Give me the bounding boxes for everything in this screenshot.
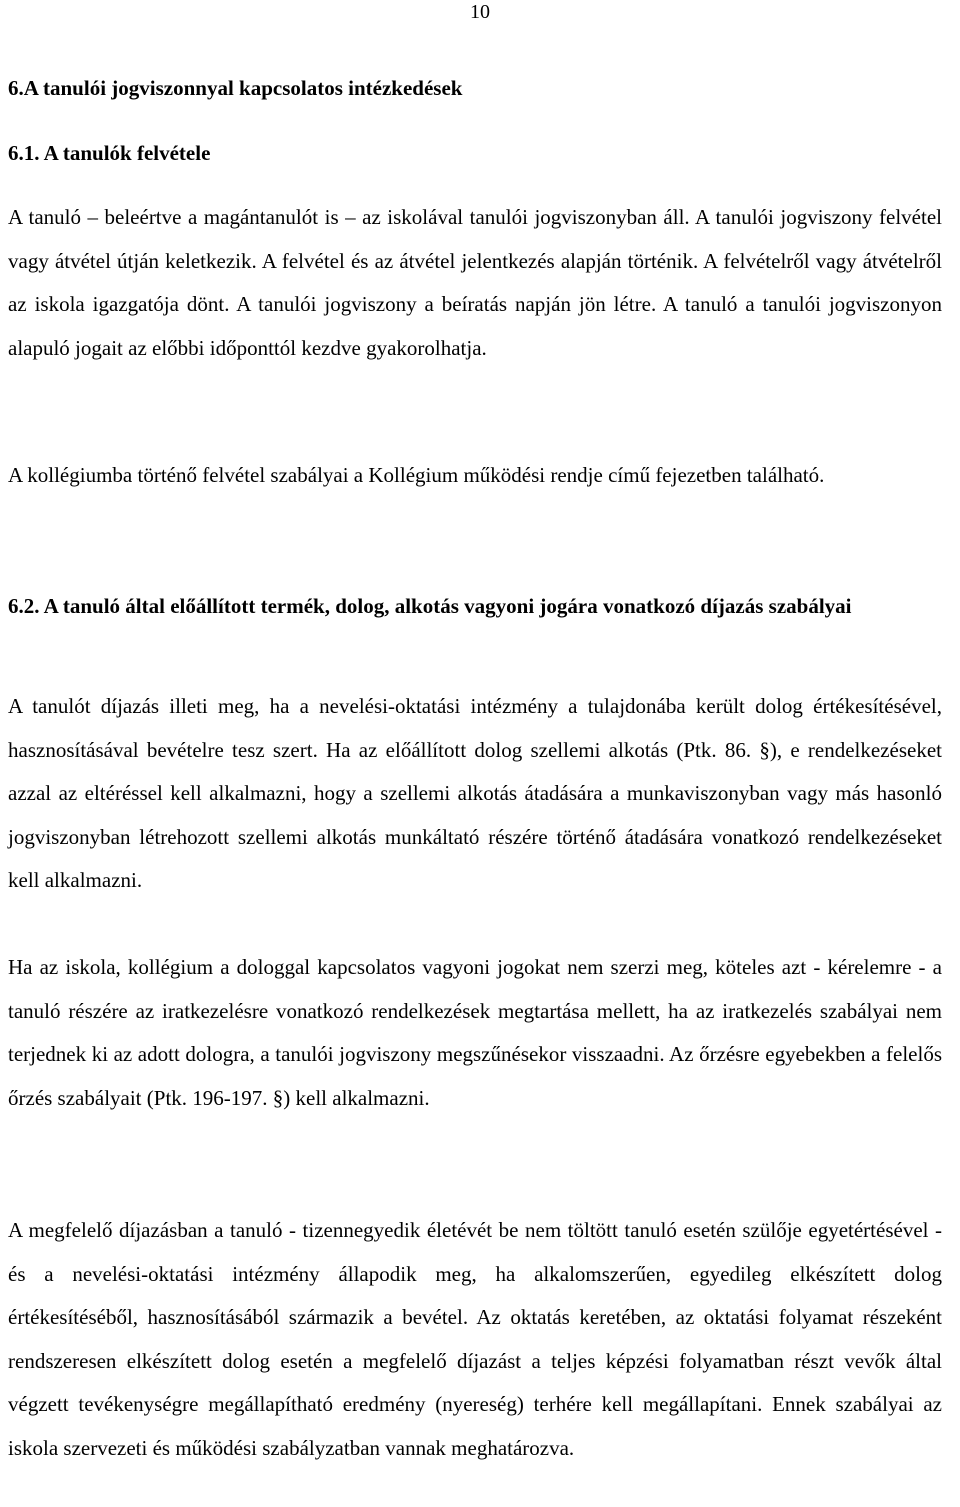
subsection-heading-admission: 6.1. A tanulók felvétele: [8, 141, 211, 165]
paragraph-remuneration: A tanulót díjazás illeti meg, ha a nevelési-oktatási intézmény a tulajdonába került dolog értékesítésével, hasznosításával bevételre tesz szert. Ha az előállított dolog szellemi alkotás (Ptk. 86. §), e rendelkezéseket azzal az eltéréssel kell alkalmazni, hogy a szellemi alkotás átadására a munkaviszonyban vagy más hasonló jogviszonyban létrehozott szellemi alkotás munkáltató részére történő átadására vonatkozó rendelkezéseket kell alkalmazni.: [8, 694, 942, 892]
subsection-heading-remuneration: 6.2. A tanuló által előállított termék, dolog, alkotás vagyoni jogára vonatkozó díjazás szabályai: [8, 594, 852, 618]
page-number: 10: [470, 1, 490, 23]
paragraph-agreement: A megfelelő díjazásban a tanuló - tizennegyedik életévét be nem töltött tanuló esetén szülője egyetértésével - és a nevelési-oktatási intézmény állapodik meg, ha alkalomszerűen, egyedileg elkészített dolog értékesítéséből, hasznosításából származik a bevétel. Az oktatás keretében, az oktatási folyamat részeként rendszeresen elkészített dolog esetén a megfelelő díjazást a teljes képzési folyamatban részt vevők által végzett tevékenységre megállapítható eredmény (nyereség) terhére kell megállapítani. Ennek szabályai az iskola szervezeti és működési szabályzatban vannak meghatározva.: [8, 1218, 942, 1460]
paragraph-dormitory: A kollégiumba történő felvétel szabályai a Kollégium működési rendje című fejezetben található.: [8, 463, 825, 487]
section-heading: 6.A tanulói jogviszonnyal kapcsolatos intézkedések: [8, 76, 463, 100]
paragraph-admission: A tanuló – beleértve a magántanulót is – az iskolával tanulói jogviszonyban áll. A tanulói jogviszony felvétel vagy átvétel útján keletkezik. A felvétel és az átvétel jelentkezés alapján történik. A felvételről vagy átvételről az iskola igazgatója dönt. A tanulói jogviszony a beíratás napján jön létre. A tanuló a tanulói jogviszonyon alapuló jogait az előbbi időponttól kezdve gyakorolhatja.: [8, 205, 942, 360]
paragraph-property-return: Ha az iskola, kollégium a dologgal kapcsolatos vagyoni jogokat nem szerzi meg, köteles azt - kérelemre - a tanuló részére az iratkezelésre vonatkozó rendelkezések megtartása mellett, ha az iratkezelés szabályai nem terjednek ki az adott dologra, a tanulói jogviszony megszűnésekor visszaadni. Az őrzésre egyebekben a felelős őrzés szabályait (Ptk. 196-197. §) kell alkalmazni.: [8, 955, 942, 1110]
